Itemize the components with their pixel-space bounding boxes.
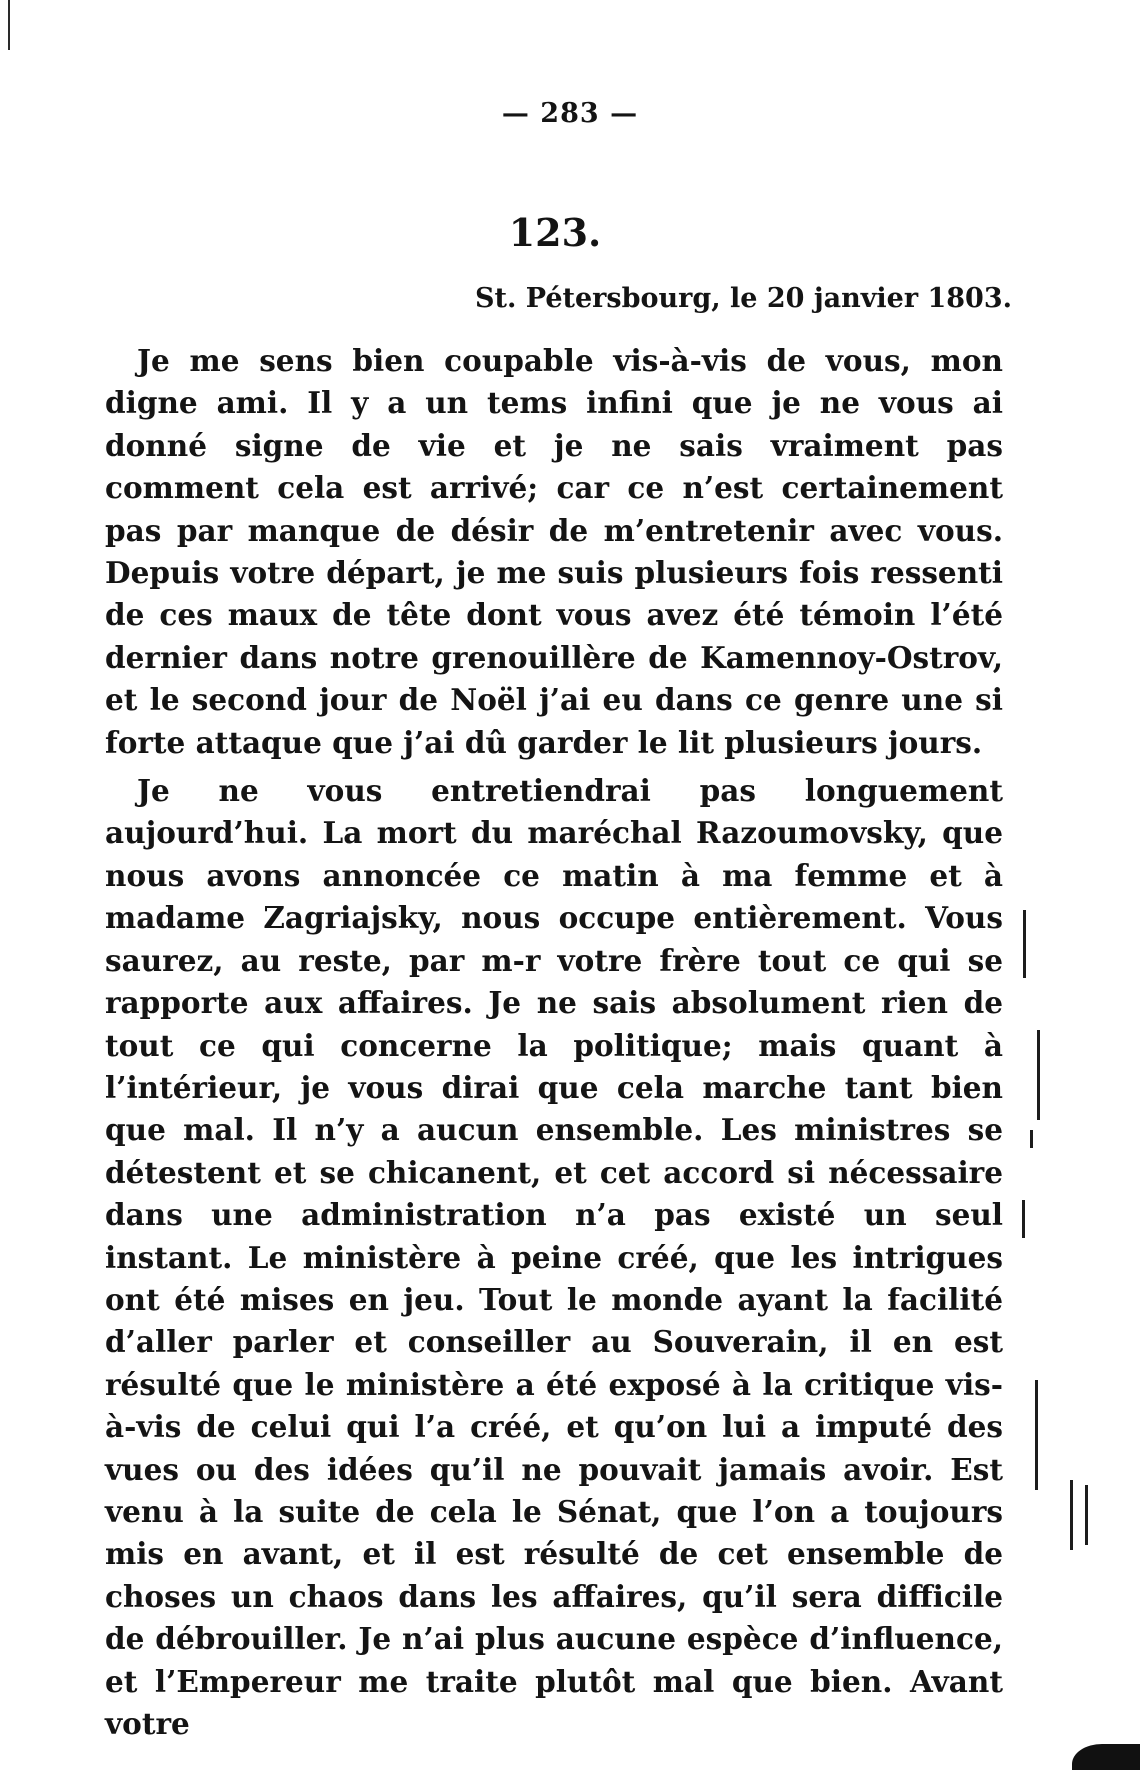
margin-mark xyxy=(1022,1200,1025,1238)
scan-edge-mark xyxy=(8,0,10,50)
letter-body xyxy=(105,340,1003,1745)
paragraph-2: Je ne vous entretiendrai pas longuement aujourd’hui. La mort du maréchal Razoumovsky, que nous avons annoncée ce matin à ma femme et à madame Zagriajsky, nous occupe entièrement. Vous saurez, au reste, par m-r votre frère tout ce qui se rapporte aux affaires. Je ne sais absolument rien de tout ce qui concerne la politique; mais quant à l’intérieur, je vous dirai que cela marche tant bien que mal. Il n’y a aucun ensemble. Les ministres se détestent et se chicanent, et cet accord si nécessaire dans une administration n’a pas existé un seul instant. Le ministère à peine créé, que les intrigues ont été mises en jeu. Tout le monde ayant la facilité d’aller parler et conseiller au Souverain, il en est résulté que le ministère a été exposé à la critique vis-à-vis de celui qui l’a créé, et qu’on lui a imputé des vues ou des idées qu’il ne pouvait jamais avoir. Est venu à la suite de cela le Sénat, que l’on a toujours mis en avant, et il est résulté de cet ensemble de choses un chaos dans les affaires, qu’il sera difficile de débrouiller. Je n’ai plus aucune espèce d’influence, et l’Empereur me traite plutôt mal que bien. Avant votre xyxy=(105,773,1003,1741)
margin-mark xyxy=(1085,1485,1088,1545)
letter-dateline: St. Pétersbourg, le 20 janvier 1803. xyxy=(475,283,1013,314)
margin-mark xyxy=(1023,910,1026,978)
margin-mark xyxy=(1035,1380,1038,1490)
margin-mark xyxy=(1037,1030,1040,1120)
margin-mark xyxy=(1030,1130,1033,1148)
letter-number: 123. xyxy=(508,210,602,255)
scan-corner-smudge xyxy=(1072,1744,1140,1770)
paragraph-1: Je me sens bien coupable vis-à-vis de vous, mon digne ami. Il y a un tems infini que je ne vous ai donné signe de vie et je ne sais vraiment pas comment cela est arrivé; car ce n’est certainement pas par manque de désir de m’entretenir avec vous. Depuis votre départ, je me suis plusieurs fois ressenti de ces maux de tête dont vous avez été témoin l’été dernier dans notre grenouillère de Kamennoy-Ostrov, et le second jour de Noël j’ai eu dans ce genre une si forte attaque que j’ai dû garder le lit plusieurs jours. xyxy=(105,343,1003,760)
page-number: — 283 — xyxy=(501,98,639,129)
margin-mark xyxy=(1070,1480,1073,1550)
